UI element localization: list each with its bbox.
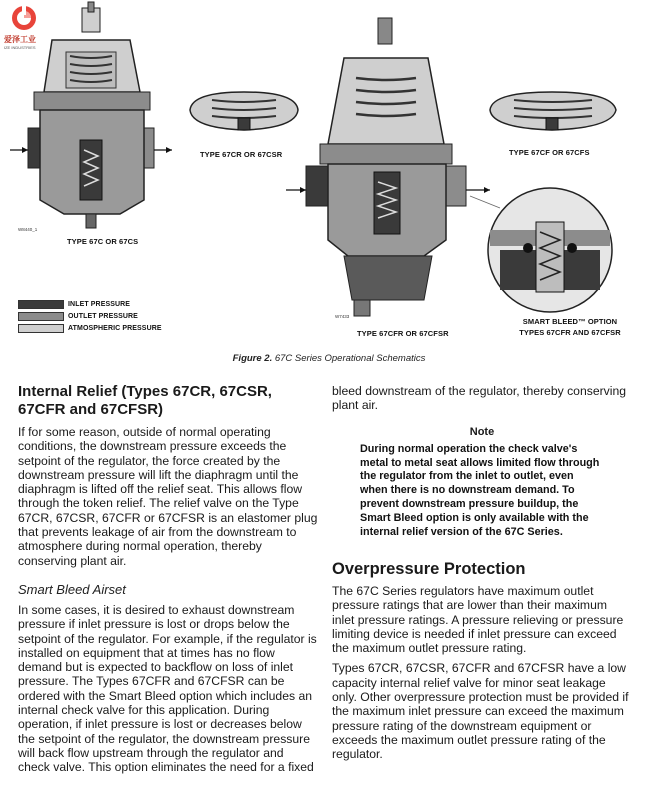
smart-bleed-zoom-detail (470, 188, 612, 312)
note-title: Note (469, 425, 495, 438)
regulator-67c-drawing (10, 2, 172, 228)
legend-swatch-atmospheric (18, 324, 64, 333)
label-type-67cr: TYPE 67CR OR 67CSR (200, 150, 283, 159)
legend-swatch-inlet (18, 300, 64, 309)
smart-bleed-heading: Smart Bleed Airset (18, 581, 126, 597)
legend-label-inlet: INLET PRESSURE (68, 300, 131, 308)
pressure-legend (18, 298, 162, 334)
figure-caption (0, 353, 658, 364)
drawing-code-mid: W7433 (335, 314, 350, 319)
legend-label-outlet: OUTLET PRESSURE (68, 312, 138, 320)
regulator-67cr-detail (190, 92, 298, 130)
overpressure-paragraph-1: The 67C Series regulators have maximum outlet pressure ratings that are lower than their maximum inlet pressure ratings. A pressure relieving or pressure limiting device is needed if inlet pressure can exceed the maximum outlet pressure rating. (332, 583, 624, 656)
right-column (332, 384, 632, 762)
smart-bleed-continued-paragraph: bleed downstream of the regulator, thereby conserving plant air. (332, 384, 627, 413)
overpressure-paragraph-2: Types 67CR, 67CSR, 67CFR and 67CFSR have a low capacity internal relief valve for minor seat leakage only. Other overpressure protection must be provided if the maximum inlet pressure can exceed the maximum pressure rating of the downstream equipment or exceeds the maximum outlet pressure rating of the regulator. (332, 661, 629, 762)
regulator-67cfr-drawing (286, 18, 490, 316)
left-column (18, 383, 318, 775)
regulator-67cf-detail (490, 92, 616, 130)
legend-item-atmospheric (18, 322, 162, 334)
label-type-67c: TYPE 67C OR 67CS (67, 237, 139, 246)
smart-bleed-paragraph: In some cases, it is desired to exhaust downstream pressure if inlet pressure is lost or drops below the setpoint of the regulator. For example, if the regulator is installed on equipment that at times has no flow demand but is expected to backflow on loss of inlet pressure. The Types 67CFR and 67CFSR can be ordered with the Smart Bleed option which includes an internal check valve for this application. During operation, if inlet pressure is lost or decreases below the setpoint of the regulator, the downstream pressure will back flow upstream through the regulator and check valve. This option eliminates the need for a fixed (18, 602, 317, 775)
logo-name: 爱泽工业 (4, 35, 36, 44)
legend-swatch-outlet (18, 312, 64, 321)
label-smart-bleed (510, 317, 630, 337)
note-body: During normal operation the check valve's metal to metal seat allows limited flow through the regulator from the inlet to outlet, even when there is no downstream demand. To prevent downstream pressure buildup, the Smart Bleed option is only available with the internal relief version of the 67C Series. (360, 442, 600, 539)
legend-item-outlet (18, 310, 162, 322)
logo-subtitle: IZE INDUSTRIES (4, 45, 36, 50)
caption-figure-number: Figure 2. (232, 353, 273, 364)
schematic-figure (0, 0, 658, 345)
label-type-67cf: TYPE 67CF OR 67CFS (509, 148, 590, 157)
internal-relief-heading: Internal Relief (Types 67CR, 67CSR, 67CFR and 67CFSR) (18, 383, 272, 418)
label-smart-bleed-line2: TYPES 67CFR AND 67CFSR (519, 328, 621, 337)
overpressure-heading: Overpressure Protection (332, 559, 526, 578)
drawing-code-left: W8440_1 (18, 227, 38, 232)
caption-text: 67C Series Operational Schematics (272, 353, 426, 364)
legend-item-inlet (18, 298, 162, 310)
internal-relief-paragraph: If for some reason, outside of normal operating conditions, the downstream pressure exceeds the setpoint of the regulator, the force created by the downstream pressure will lift the diaphragm until the diaphragm is lifted off the relief seat. This allows flow through the token relief. The relief valve on the Type 67CR, 67CSR, 67CFR or 67CFSR is an elastomer plug that prevents leakage of air from the downstream to atmosphere during normal operation, thereby conserving plant air. (18, 425, 318, 568)
label-smart-bleed-line1: SMART BLEED™ OPTION (522, 317, 618, 326)
label-type-67cfr: TYPE 67CFR OR 67CFSR (357, 329, 449, 338)
legend-label-atmospheric: ATMOSPHERIC PRESSURE (68, 324, 162, 332)
